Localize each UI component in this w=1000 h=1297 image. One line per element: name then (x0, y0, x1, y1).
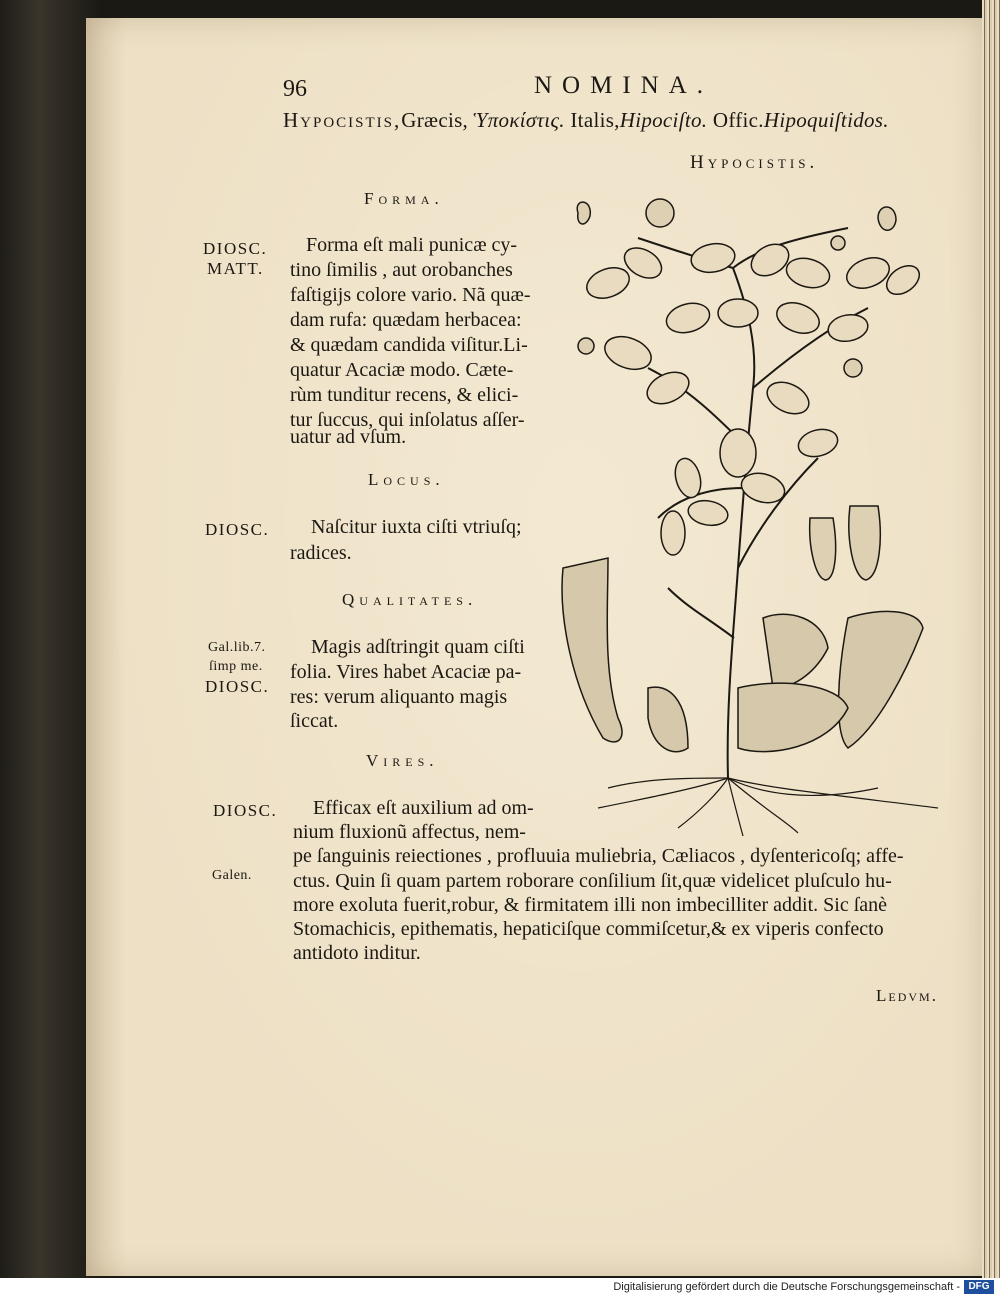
officinal-label: Offic. (712, 108, 764, 132)
text-line: rùm tunditur recens, & elici- (290, 384, 519, 406)
text-line: tino ſimilis , aut orobanches (290, 259, 513, 281)
italian-word: Hipociſto. (619, 108, 708, 132)
text-line: pe ſanguinis reiectiones , profluuia muliebria, Cæliacos , dyſentericoſq; affe- (293, 845, 904, 867)
margin-note: Gal.lib.7. (208, 640, 266, 655)
section-heading-locus: Locus. (368, 470, 445, 489)
text-line: folia. Vires habet Acaciæ pa- (290, 661, 522, 683)
text-line: ctus. Quin ſi quam partem roborare conſilium ſit,quæ videlicet pluſculo hu- (293, 870, 892, 892)
section-heading-forma: Forma. (364, 189, 444, 208)
margin-note: DIOSC. (205, 677, 270, 696)
section-heading-vires: Vires. (366, 751, 439, 770)
margin-note: MATT. (207, 259, 264, 278)
officinal-word: Hipoquiſtidos. (763, 108, 889, 132)
margin-note: Galen. (212, 868, 252, 883)
margin-note: DIOSC. (213, 801, 278, 820)
text-line: Stomachicis, epithematis, hepaticiſque commiſcetur,& ex viperis confecto (293, 918, 884, 940)
text-line: radices. (290, 542, 352, 564)
text-line: antidoto inditur. (293, 942, 421, 964)
text-line: Forma eſt mali punicæ cy- (306, 234, 518, 256)
text-line: nium fluxionũ affectus, nem- (293, 821, 526, 843)
page-stack-edge (982, 0, 1000, 1278)
text-line: uatur ad vſum. (290, 426, 407, 448)
text-line: res: verum aliquanto magis (290, 686, 508, 708)
text-line: more exoluta fuerit,robur, & firmitatem illi non imbecilliter addit. Sic ſanè (293, 894, 888, 916)
section-heading-qualitates: Qualitates. (342, 590, 478, 609)
catchword: Ledvm. (876, 986, 938, 1005)
footer-bar (0, 1278, 1000, 1297)
dfg-logo: DFG (964, 1280, 994, 1294)
text-line: tur ſuccus, qui inſolatus aſſer- (290, 409, 525, 431)
text-line: faſtigijs colore vario. Nã quæ- (290, 284, 531, 306)
running-head: NOMINA. (534, 72, 714, 99)
text-line: Naſcitur iuxta ciſti vtriuſq; (311, 516, 522, 538)
text-line: Magis adſtringit quam ciſti (311, 636, 525, 658)
footer-credit: Digitalisierung gefördert durch die Deutsche Forschungsgemeinschaft - (613, 1281, 960, 1293)
text-line: Efficax eſt auxilium ad om- (313, 797, 534, 819)
margin-note: ſimp me. (209, 659, 263, 674)
text-line: quatur Acaciæ modo. Cæte- (290, 359, 514, 381)
text-line: ſiccat. (290, 710, 339, 732)
margin-note: DIOSC. (205, 520, 270, 539)
text-line: dam rufa: quædam herbacea: (290, 309, 522, 331)
margin-note: DIOSC. (203, 239, 268, 258)
plant-woodcut-illustration (548, 188, 948, 838)
greek-word: Ὑποκίστις. (473, 108, 565, 132)
greek-label: Græcis, (401, 108, 469, 132)
title-line (283, 108, 889, 133)
figure-caption: Hypocistis. (690, 152, 819, 173)
page-number: 96 (283, 76, 307, 102)
italian-label: Italis, (570, 108, 620, 132)
text-line: & quædam candida viſitur.Li- (290, 334, 528, 356)
plant-name: Hypocistis, (283, 108, 402, 132)
